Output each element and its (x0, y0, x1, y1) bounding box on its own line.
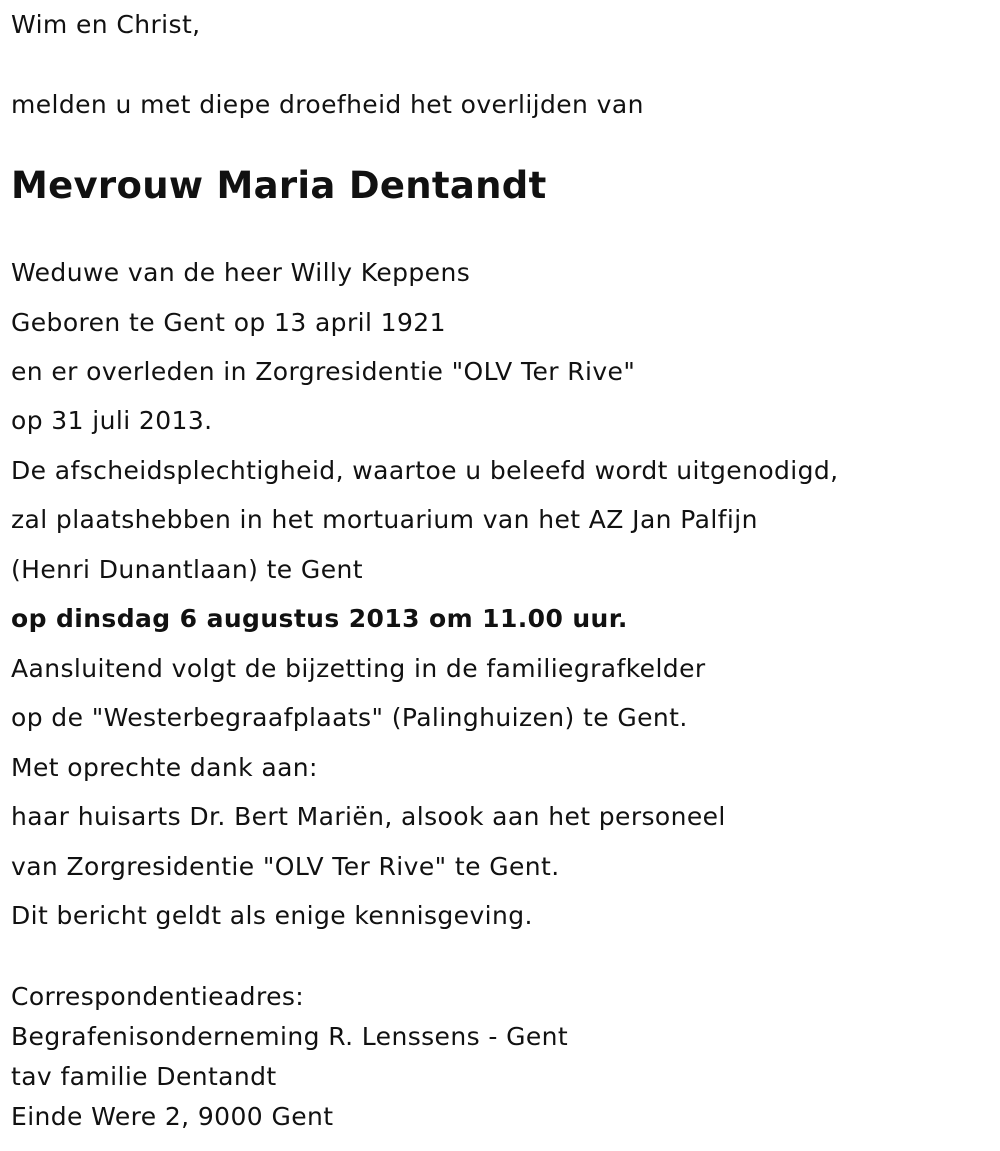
family-greeting: Wim en Christ, (11, 10, 201, 39)
detail-line: en er overleden in Zorgresidentie "OLV Ter Rive" (11, 357, 636, 386)
detail-line: Aansluitend volgt de bijzetting in de familiegrafkelder (11, 654, 706, 683)
detail-line: (Henri Dunantlaan) te Gent (11, 555, 363, 584)
ceremony-date: op dinsdag 6 augustus 2013 om 11.00 uur. (11, 604, 628, 633)
detail-line: Weduwe van de heer Willy Keppens (11, 258, 471, 287)
detail-line: van Zorgresidentie "OLV Ter Rive" te Gent. (11, 852, 560, 881)
announcement-text: melden u met diepe droefheid het overlijden van (11, 90, 644, 119)
correspondence-line: Begrafenisonderneming R. Lenssens - Gent (11, 1022, 569, 1051)
detail-line: op de "Westerbegraafplaats" (Palinghuizen) te Gent. (11, 703, 688, 732)
correspondence-line: Einde Were 2, 9000 Gent (11, 1102, 334, 1131)
detail-line: Dit bericht geldt als enige kennisgeving. (11, 901, 533, 930)
deceased-name: Mevrouw Maria Dentandt (11, 164, 547, 207)
detail-line: op 31 juli 2013. (11, 406, 213, 435)
detail-line: Geboren te Gent op 13 april 1921 (11, 308, 446, 337)
detail-line: zal plaatshebben in het mortuarium van het AZ Jan Palfijn (11, 505, 758, 534)
correspondence-heading: Correspondentieadres: (11, 982, 305, 1011)
detail-line: Met oprechte dank aan: (11, 753, 318, 782)
correspondence-line: tav familie Dentandt (11, 1062, 277, 1091)
detail-line: De afscheidsplechtigheid, waartoe u beleefd wordt uitgenodigd, (11, 456, 839, 485)
detail-line: haar huisarts Dr. Bert Mariën, alsook aan het personeel (11, 802, 726, 831)
